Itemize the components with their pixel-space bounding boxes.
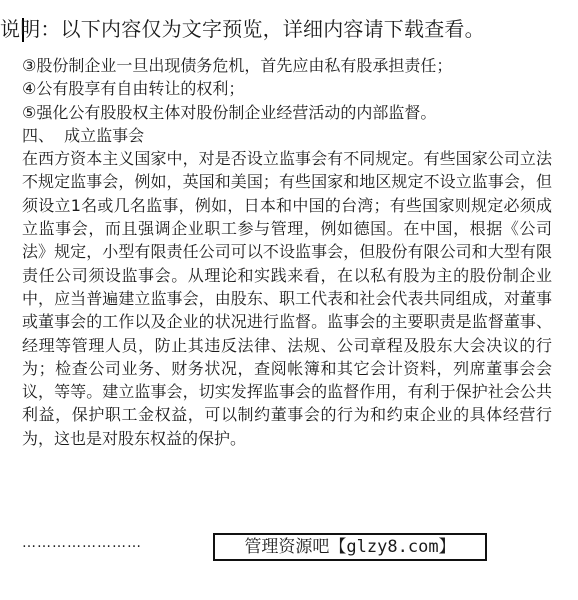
list-item: ④公有股享有自由转让的权利； [22,79,245,99]
source-link-button[interactable]: 管理资源吧【glzy8.com】 [213,533,487,561]
list-item: ⑤强化公有股股权主体对股份制企业经营活动的内部监督。 [22,102,437,122]
footer [22,531,552,565]
document-body [22,54,552,450]
preview-notice: 说明：以下内容仅为文字预览，详细内容请下载查看。 [0,17,485,41]
list-item: ③股份制企业一旦出现债务危机，首先应由私有股承担责任； [22,56,453,75]
section-heading: 四、 成立监事会 [22,125,145,145]
body-paragraph: 在西方资本主义国家中，对是否设立监事会有不同规定。有些国家公司立法不规定监事会，例如，英国和美国；有些国家和地区规定不设立监事会，但须设立1名或几名监事，例如，日本和中国的台湾；有些国家则规定必须成立监事会，而且强调企业职工参与管理，例如德国。在中国，根据《公司法》规定，小型有限责任公司可以不设监事会，但股份有限公司和大型有限责任公司须设监事会。从理论和实践来看，在以私有股为主的股份制企业中，应当普遍建立监事会，由股东、职工代表和社会代表共同组成，对董事或董事会的工作以及企业的状况进行监督。监事会的主要职责是监督董事、经理等管理人员，防止其违反法律、法规、公司章程及股东大会决议的行为；检查公司业务、财务状况，查阅帐簿和其它会计资料，列席董事会会议，等等。建立监事会，切实发挥监事会的监督作用，有利于保护社会公共利益，保护职工金权益，可以制约董事会的行为和约束企业的具体经营行为，这也是对股东权益的保护。 [22,149,552,448]
dotted-leader: …………………… [22,535,142,551]
